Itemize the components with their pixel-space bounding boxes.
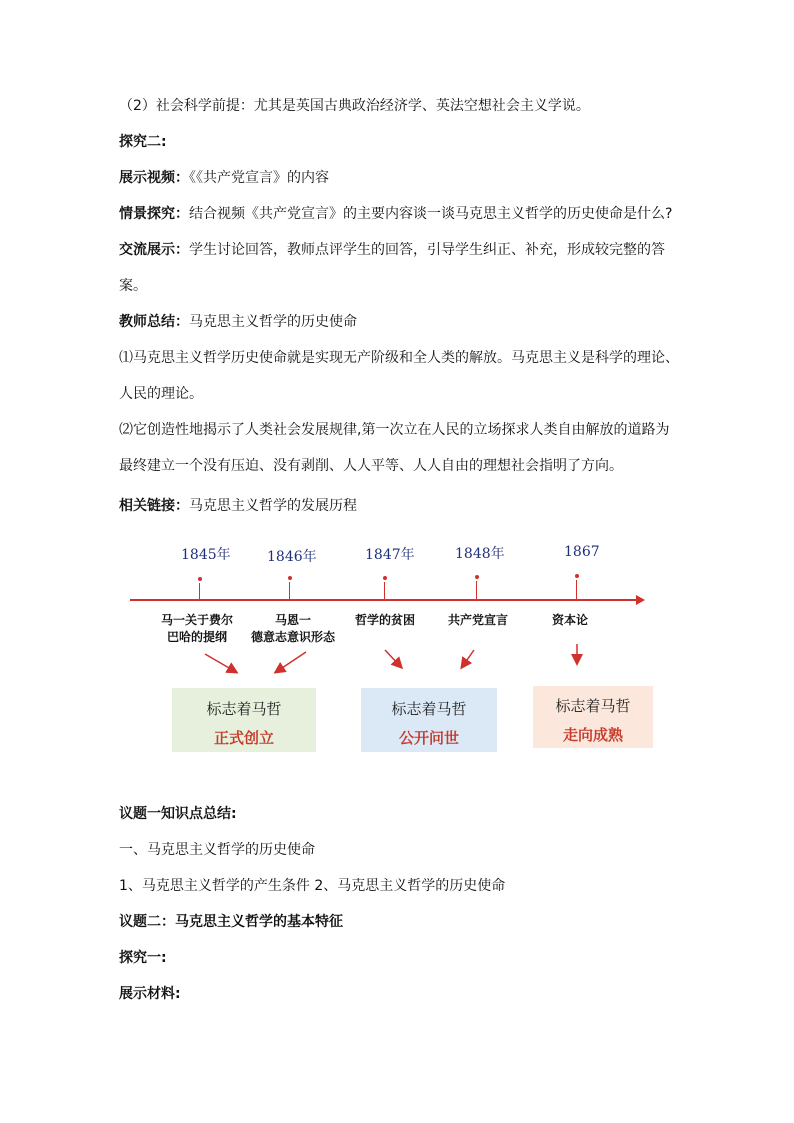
topic-two-heading: 议题二：马克思主义哲学的基本特征 — [119, 914, 343, 930]
work-label: 马恩一 德意志意识形态 — [250, 613, 335, 644]
mission-point-1: ⑴马克思主义哲学历史使命就是实现无产阶级和全人类的解放。马克思主义是科学的理论、人民的理论。 — [119, 350, 679, 402]
arrow-line — [276, 652, 306, 672]
arrow-line — [205, 654, 236, 672]
explore-two-heading: 探究二: — [119, 134, 167, 150]
premise-line: （2）社会科学前提：尤其是英国古典政治经济学、英法空想社会主义学说。 — [119, 98, 590, 114]
milestone-box: 标志着马哲 正式创立 — [172, 688, 316, 752]
teacher-summary-line: 教师总结：马克思主义哲学的历史使命 — [119, 314, 357, 330]
scenario-line: 情景探究：结合视频《共产党宣言》的主要内容谈一谈马克思主义哲学的历史使命是什么? — [119, 206, 673, 222]
arrow-line — [385, 650, 401, 667]
exchange-line: 交流展示：学生讨论回答，教师点评学生的回答，引导学生纠正、补充，形成较完整的答案。 — [119, 242, 665, 294]
work-label: 资本论 — [551, 613, 588, 627]
year-label: 1845年 — [181, 547, 231, 563]
arrow-line — [462, 650, 474, 667]
explore-one-heading: 探究一: — [119, 950, 167, 966]
year-label: 1847年 — [365, 547, 415, 563]
summary-section-one: 一、马克思主义哲学的历史使命 — [119, 842, 315, 858]
show-material-heading: 展示材料: — [119, 986, 181, 1002]
year-label: 1867 — [564, 544, 600, 560]
summary-points: 1、马克思主义哲学的产生条件 2、马克思主义哲学的历史使命 — [119, 878, 506, 894]
related-link-line: 相关链接：马克思主义哲学的发展历程 — [119, 498, 357, 514]
year-label: 1846年 — [267, 549, 317, 565]
mission-point-2: ⑵它创造性地揭示了人类社会发展规律,第一次立在人民的立场探求人类自由解放的道路为最终建立一个没有压迫、没有剥削、人人平等、人人自由的理想社会指明了方向。 — [119, 422, 670, 474]
work-label: 共产党宣言 — [447, 613, 508, 627]
year-label: 1848年 — [455, 546, 505, 562]
milestone-box: 标志着马哲 走向成熟 — [533, 686, 653, 748]
show-video-line: 展示视频：《《共产党宣言》的内容 — [119, 170, 329, 186]
work-label: 哲学的贫困 — [354, 613, 415, 627]
timeline-diagram — [0, 530, 794, 770]
topic-one-summary-heading: 议题一知识点总结: — [119, 806, 237, 822]
work-label: 马一关于费尔 巴哈的提纲 — [160, 613, 233, 644]
milestone-box: 标志着马哲 公开问世 — [361, 688, 497, 752]
